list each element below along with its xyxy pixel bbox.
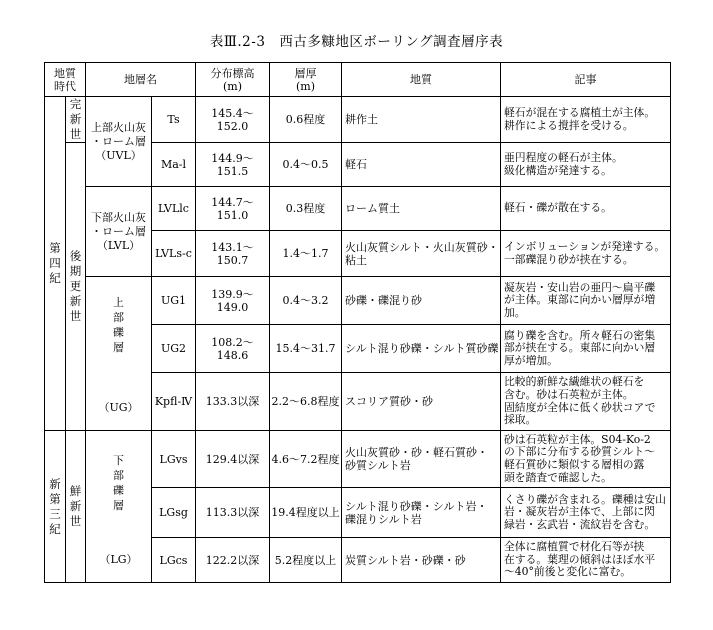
- group-lg-name: 下 部 礫 層: [113, 454, 124, 512]
- elevation-cell: 143.1～150.7: [196, 231, 270, 277]
- elevation-cell: 144.7～151.0: [196, 187, 270, 231]
- epoch-holocene: 完 新 世: [66, 97, 86, 143]
- header-formation: 地層名: [86, 63, 196, 97]
- thickness-cell: 0.4～3.2: [270, 277, 342, 325]
- thickness-cell: 5.2程度以上: [270, 538, 342, 583]
- period-quaternary: 第 四 紀: [45, 97, 66, 431]
- period-neogene: 新 第 三 紀: [45, 431, 66, 583]
- elevation-cell: 139.9～149.0: [196, 277, 270, 325]
- header-thickness: 層厚 (m): [270, 63, 342, 97]
- table-row: [45, 277, 671, 325]
- table-title: 表Ⅲ.2-3 西古多糠地区ボーリング調査層序表: [209, 34, 504, 50]
- group-ug-name: 上 部 礫 層: [113, 296, 124, 354]
- header-remarks: 記事: [501, 63, 671, 97]
- layer-code: LVLlc: [152, 187, 196, 231]
- thickness-cell: 0.6程度: [270, 97, 342, 143]
- lithology-cell: シルト混り砂礫・シルト質砂礫: [342, 325, 501, 373]
- epoch-late-pleistocene: 後 期 更 新 世: [66, 143, 86, 431]
- remarks-cell: くさり礫が含まれる。礫種は安山 岩・凝灰岩が主体で、上部に閃 緑岩・玄武岩・流紋岩を含む。: [501, 488, 671, 538]
- layer-code: LGcs: [152, 538, 196, 583]
- group-ug: [86, 277, 152, 431]
- thickness-cell: 2.2～6.8程度: [270, 373, 342, 431]
- elevation-cell: 122.2以深: [196, 538, 270, 583]
- lithology-cell: 火山灰質シルト・火山灰質砂・ 粘土: [342, 231, 501, 277]
- header-lithology: 地質: [342, 63, 501, 97]
- group-uvl: 上部火山灰 ・ローム層 （UVL）: [86, 97, 152, 187]
- remarks-cell: 比較的新鮮な繊維状の軽石を 含む。砂は石英粒が主体。 固結度が全体に低く砂状コアで 採取。: [501, 373, 671, 431]
- thickness-cell: 19.4程度以上: [270, 488, 342, 538]
- remarks-cell: 全体に腐植質で材化石等が挟 在する。葉理の傾斜はほぼ水平 ～40°前後と変化に富む。: [501, 538, 671, 583]
- epoch-miocene: 鮮 新 世: [66, 431, 86, 583]
- thickness-cell: 0.3程度: [270, 187, 342, 231]
- lithology-cell: 砂礫・礫混り砂: [342, 277, 501, 325]
- lithology-cell: スコリア質砂・砂: [342, 373, 501, 431]
- elevation-cell: 144.9～151.5: [196, 143, 270, 187]
- lithology-cell: シルト混り砂礫・シルト岩・ 礫混りシルト岩: [342, 488, 501, 538]
- layer-code: Kpfl-Ⅳ: [152, 373, 196, 431]
- table-row: [45, 187, 671, 231]
- layer-code: LVLs-c: [152, 231, 196, 277]
- lithology-cell: 耕作土: [342, 97, 501, 143]
- remarks-cell: 砂は石英粒が主体。S04-Ko-2 の下部に分布する砂質シルト～ 軽石質砂に類似する層相の露 頭を踏査で確認した。: [501, 431, 671, 488]
- layer-code: UG2: [152, 325, 196, 373]
- group-lg-code: （LG）: [99, 553, 138, 566]
- lithology-cell: 軽石: [342, 143, 501, 187]
- layer-code: Ma-l: [152, 143, 196, 187]
- remarks-cell: 亜円程度の軽石が主体。 級化構造が発達する。: [501, 143, 671, 187]
- remarks-cell: 軽石が混在する腐植土が主体。 耕作による撹拌を受ける。: [501, 97, 671, 143]
- lithology-cell: 炭質シルト岩・砂礫・砂: [342, 538, 501, 583]
- header-row: [45, 63, 671, 97]
- thickness-cell: 1.4～1.7: [270, 231, 342, 277]
- elevation-cell: 108.2～148.6: [196, 325, 270, 373]
- thickness-cell: 0.4～0.5: [270, 143, 342, 187]
- elevation-cell: 145.4～152.0: [196, 97, 270, 143]
- group-lvl: 下部火山灰 ・ローム層 （LVL）: [86, 187, 152, 277]
- layer-code: LGvs: [152, 431, 196, 488]
- remarks-cell: 腐り礫を含む。所々軽石の密集 部が挟在する。東部に向かい層 厚が増加。: [501, 325, 671, 373]
- elevation-cell: 133.3以深: [196, 373, 270, 431]
- table-row: [45, 431, 671, 488]
- elevation-cell: 129.4以深: [196, 431, 270, 488]
- elevation-cell: 113.3以深: [196, 488, 270, 538]
- thickness-cell: 4.6～7.2程度: [270, 431, 342, 488]
- remarks-cell: 凝灰岩・安山岩の亜円～扁平礫 が主体。東部に向かい層厚が増 加。: [501, 277, 671, 325]
- thickness-cell: 15.4～31.7: [270, 325, 342, 373]
- group-ug-code: （UG）: [98, 401, 139, 414]
- layer-code: Ts: [152, 97, 196, 143]
- remarks-cell: 軽石・礫が散在する。: [501, 187, 671, 231]
- table-row: [45, 97, 671, 143]
- header-elevation: 分布標高 (m): [196, 63, 270, 97]
- layer-code: UG1: [152, 277, 196, 325]
- lithology-cell: ローム質土: [342, 187, 501, 231]
- stratigraphy-table: [44, 62, 671, 583]
- lithology-cell: 火山灰質砂・砂・軽石質砂・ 砂質シルト岩: [342, 431, 501, 488]
- group-lg: [86, 431, 152, 583]
- remarks-cell: インボリューションが発達する。 一部礫混り砂が挟在する。: [501, 231, 671, 277]
- layer-code: LGsg: [152, 488, 196, 538]
- header-era: 地質 時代: [45, 63, 86, 97]
